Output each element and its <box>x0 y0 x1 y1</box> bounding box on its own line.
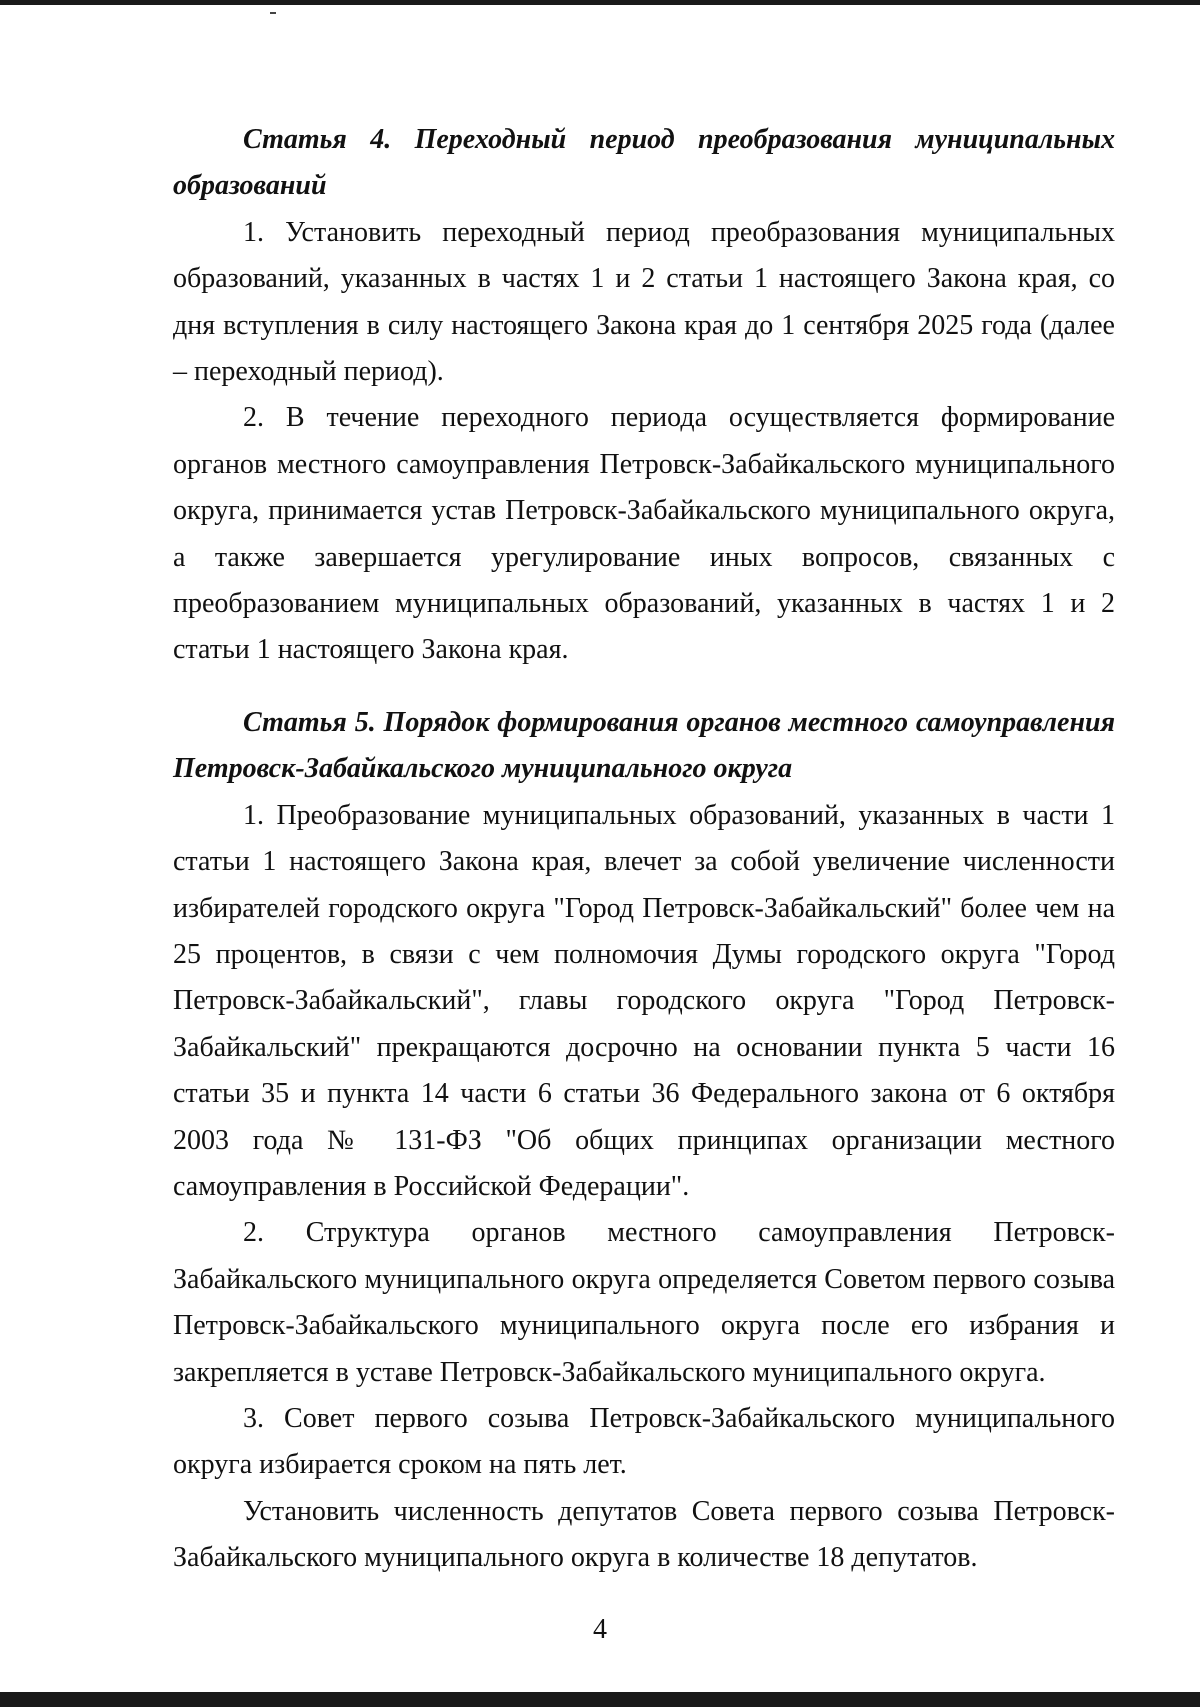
page-number: 4 <box>593 1614 607 1645</box>
article-5-paragraph-1: 1. Преобразование муниципальных образований, указанных в части 1 статьи 1 настоящего Закона края, влечет за собой увеличение численности избирателей городского округа "Город Петровск-Забайкальский" более чем на 25 процентов, в связи с чем полномочия Думы городского округа "Город Петровск-Забайкальский", главы городского округа "Город Петровск-Забайкальский" прекращаются досрочно на основании пункта 5 части 16 статьи 35 и пункта 14 части 6 статьи 36 Федерального закона от 6 октября 2003 года № 131-ФЗ "Об общих принципах организации местного самоуправления в Российской Федерации". <box>173 799 1115 1202</box>
article-4-heading: Статья 4. Переходный период преобразования муниципальных образований <box>173 124 1115 202</box>
article-5-paragraph-3: 3. Совет первого созыва Петровск-Забайкальского муниципального округа избирается сроком на пять лет. <box>173 1402 1115 1481</box>
article-5-paragraph-4: Установить численность депутатов Совета первого созыва Петровск-Забайкальского муниципального округа в количестве 18 депутатов. <box>173 1495 1115 1574</box>
article-4-paragraph-2: 2. В течение переходного периода осуществляется формирование органов местного самоуправления Петровск-Забайкальского муниципального округа, принимается устав Петровск-Забайкальского муниципального округа, а также завершается урегулирование иных вопросов, связанных с преобразованием муниципальных образований, указанных в частях 1 и 2 статьи 1 настоящего Закона края. <box>173 402 1115 666</box>
scan-artifact-mark <box>270 12 276 14</box>
article-5-heading: Статья 5. Порядок формирования органов местного самоуправления Петровск-Забайкальского муниципального округа <box>173 706 1115 785</box>
article-4-paragraph-1: 1. Установить переходный период преобразования муниципальных образований, указанных в частях 1 и 2 статьи 1 настоящего Закона края, со дня вступления в силу настоящего Закона края до 1 сентября 2025 года (далее – переходный период). <box>173 216 1115 388</box>
scan-border-top <box>0 0 1200 5</box>
document-page <box>173 117 1115 1582</box>
article-5-paragraph-2: 2. Структура органов местного самоуправления Петровск-Забайкальского муниципального округа определяется Советом первого созыва Петровск-Забайкальского муниципального округа после его избрания и закрепляется в уставе Петровск-Забайкальского муниципального округа. <box>173 1217 1115 1388</box>
scan-border-bottom <box>0 1692 1200 1707</box>
